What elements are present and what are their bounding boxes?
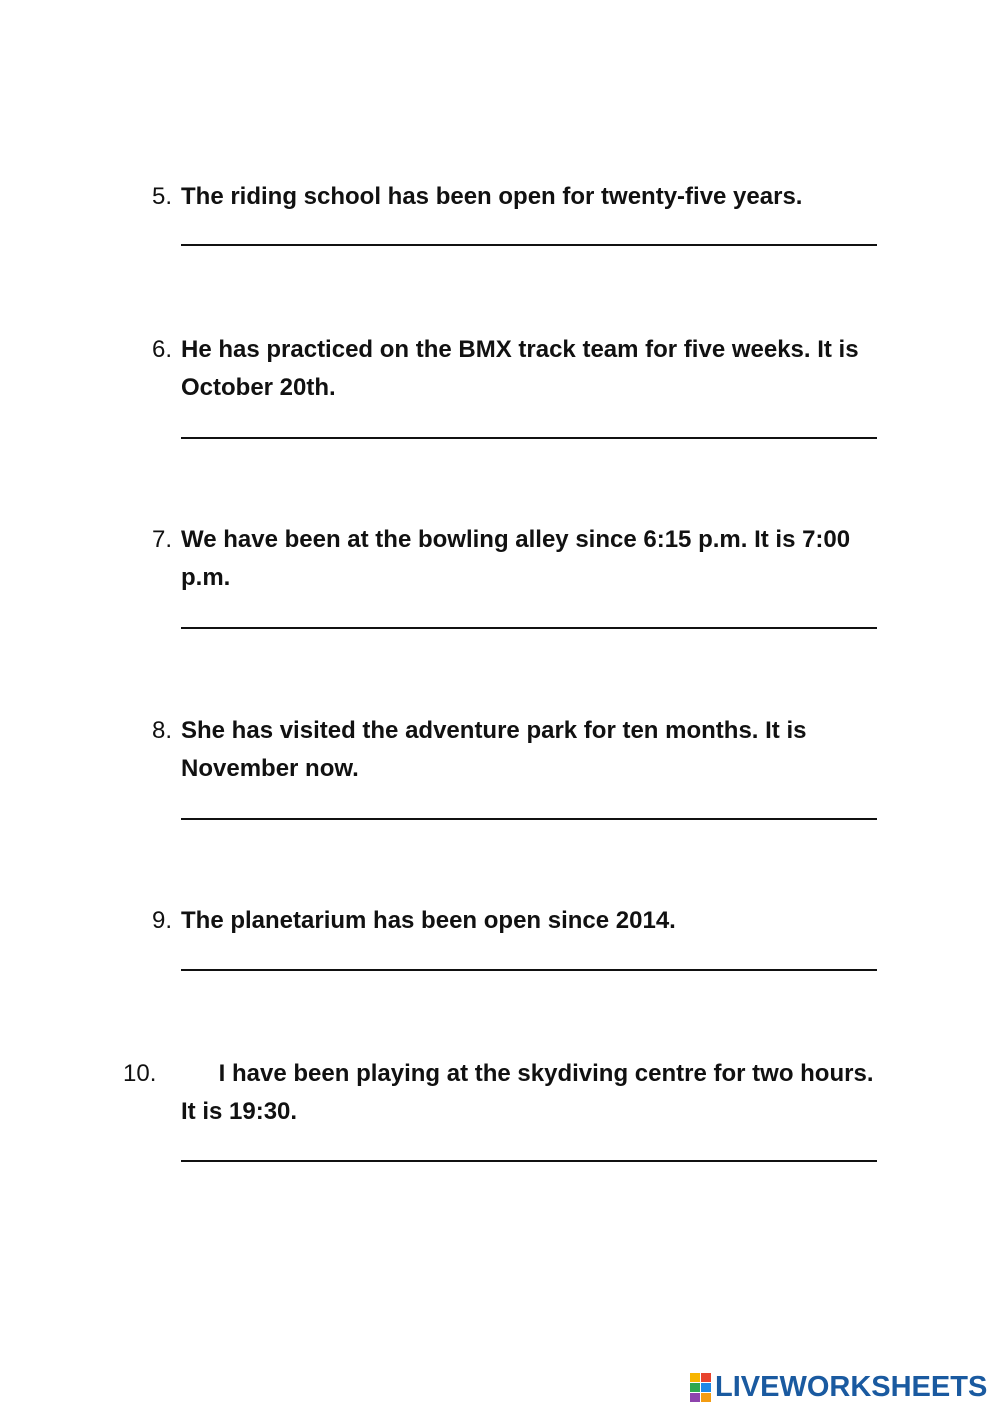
question-number: 5. bbox=[152, 183, 173, 210]
answer-line-9[interactable] bbox=[181, 969, 877, 971]
question-text: The planetarium has been open since 2014. bbox=[181, 907, 676, 934]
answer-line-6[interactable] bbox=[181, 437, 877, 439]
question-8 bbox=[152, 712, 882, 788]
question-text: She has visited the adventure park for ten months. It is November now. bbox=[181, 717, 807, 782]
answer-line-8[interactable] bbox=[181, 818, 877, 820]
answer-line-10[interactable] bbox=[181, 1160, 877, 1162]
question-text bbox=[181, 1060, 873, 1125]
question-text: He has practiced on the BMX track team for five weeks. It is October 20th. bbox=[181, 336, 859, 401]
answer-line-7[interactable] bbox=[181, 627, 877, 629]
liveworksheets-logo bbox=[690, 1372, 987, 1402]
question-9 bbox=[152, 902, 882, 940]
question-6 bbox=[152, 331, 882, 407]
question-text-content: I have been playing at the skydiving centre for two hours. It is 19:30. bbox=[181, 1060, 874, 1125]
logo-mark-icon bbox=[690, 1373, 711, 1402]
question-text: The riding school has been open for twenty-five years. bbox=[181, 183, 803, 210]
question-text: We have been at the bowling alley since 6:15 p.m. It is 7:00 p.m. bbox=[181, 526, 851, 591]
question-5 bbox=[152, 178, 882, 216]
question-number: 7. bbox=[152, 526, 173, 553]
question-number: 9. bbox=[152, 907, 173, 934]
question-10 bbox=[123, 1055, 882, 1131]
question-number: 10. bbox=[123, 1060, 157, 1087]
question-7 bbox=[152, 521, 882, 597]
question-number: 8. bbox=[152, 717, 173, 744]
logo-text: LIVEWORKSHEETS bbox=[715, 1370, 988, 1403]
answer-line-5[interactable] bbox=[181, 244, 877, 246]
question-number: 6. bbox=[152, 336, 173, 363]
